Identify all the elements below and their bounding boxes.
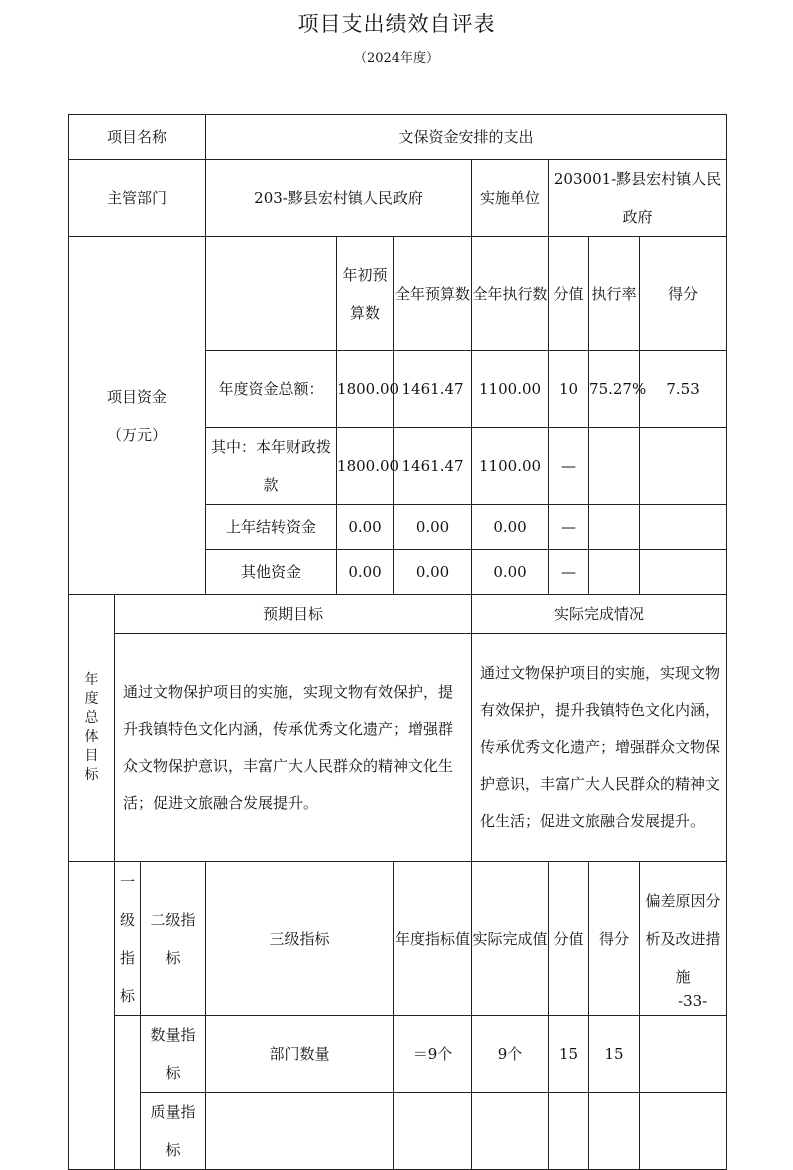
funds-full-year: 0.00: [394, 550, 472, 595]
page-number: -33-: [678, 992, 708, 1010]
funds-score-value: —: [549, 428, 589, 505]
funds-initial: 0.00: [337, 550, 394, 595]
ind-annual-value: [394, 1093, 472, 1170]
funds-exec-rate: [589, 505, 640, 550]
ind-deviation: [640, 1093, 727, 1170]
funds-full-year: 1461.47: [394, 428, 472, 505]
expected-goal-header: 预期目标: [115, 595, 472, 634]
ind-score-value: 15: [549, 1016, 589, 1093]
header-level2: 二级指标: [141, 862, 206, 1016]
header-actual-value: 实际完成值: [472, 862, 549, 1016]
ind-actual-value: [472, 1093, 549, 1170]
ind-level3: [206, 1093, 394, 1170]
ind-score: [589, 1093, 640, 1170]
funds-initial: 1800.00: [337, 351, 394, 428]
performance-indicators-label: [69, 862, 115, 1170]
document-subtitle: （2024年度）: [353, 51, 440, 66]
ind-level2: 数量指标: [141, 1016, 206, 1093]
funds-row-label: 其中：本年财政拨款: [206, 428, 337, 505]
header-ind-score: 得分: [589, 862, 640, 1016]
annual-goal-label: 年度总体目标: [69, 595, 115, 862]
funds-row-label: 其他资金: [206, 550, 337, 595]
ind-score: 15: [589, 1016, 640, 1093]
header-full-year-budget: 全年预算数: [394, 237, 472, 351]
funds-score-value: —: [549, 550, 589, 595]
dept-label: 主管部门: [69, 160, 206, 237]
header-ind-score-value: 分值: [549, 862, 589, 1016]
funds-header-blank: [206, 237, 337, 351]
impl-label: 实施单位: [472, 160, 549, 237]
header-level3: 三级指标: [206, 862, 394, 1016]
funds-executed: 0.00: [472, 550, 549, 595]
impl-value: 203001-黟县宏村镇人民政府: [549, 160, 727, 237]
header-score-value: 分值: [549, 237, 589, 351]
project-name: 文保资金安排的支出: [206, 115, 727, 160]
ind-deviation: [640, 1016, 727, 1093]
funds-exec-rate: 75.27%: [589, 351, 640, 428]
header-annual-value: 年度指标值: [394, 862, 472, 1016]
funds-executed: 1100.00: [472, 428, 549, 505]
funds-initial: 0.00: [337, 505, 394, 550]
ind-actual-value: 9个: [472, 1016, 549, 1093]
funds-score: [640, 428, 727, 505]
actual-completion-header: 实际完成情况: [472, 595, 727, 634]
funds-score-value: 10: [549, 351, 589, 428]
project-name-label: 项目名称: [69, 115, 206, 160]
ind-level3: 部门数量: [206, 1016, 394, 1093]
dept-value: 203-黟县宏村镇人民政府: [206, 160, 472, 237]
ind-annual-value: ＝9个: [394, 1016, 472, 1093]
funds-row-label: 上年结转资金: [206, 505, 337, 550]
ind-score-value: [549, 1093, 589, 1170]
header-exec-rate: 执行率: [589, 237, 640, 351]
funds-row-label: 年度资金总额：: [206, 351, 337, 428]
funds-label: 项目资金（万元）: [69, 237, 206, 595]
funds-score-value: —: [549, 505, 589, 550]
funds-executed: 0.00: [472, 505, 549, 550]
funds-exec-rate: [589, 550, 640, 595]
funds-score: [640, 505, 727, 550]
level1-cell: [115, 1016, 141, 1170]
header-deviation: 偏差原因分析及改进措施: [640, 862, 727, 1016]
ind-level2: 质量指标: [141, 1093, 206, 1170]
header-executed: 全年执行数: [472, 237, 549, 351]
header-score: 得分: [640, 237, 727, 351]
funds-initial: 1800.00: [337, 428, 394, 505]
funds-exec-rate: [589, 428, 640, 505]
funds-executed: 1100.00: [472, 351, 549, 428]
funds-score: 7.53: [640, 351, 727, 428]
funds-full-year: 0.00: [394, 505, 472, 550]
header-level1: 一级指标: [115, 862, 141, 1016]
funds-score: [640, 550, 727, 595]
actual-completion-text: 通过文物保护项目的实施，实现文物有效保护，提升我镇特色文化内涵，传承优秀文化遗产；增强群众文物保护意识，丰富广大人民群众的精神文化生活；促进文旅融合发展提升。: [472, 634, 727, 862]
funds-full-year: 1461.47: [394, 351, 472, 428]
header-initial-budget: 年初预算数: [337, 237, 394, 351]
self-evaluation-table: [68, 114, 727, 1170]
document-title: 项目支出绩效自评表: [297, 12, 496, 36]
expected-goal-text: 通过文物保护项目的实施，实现文物有效保护，提升我镇特色文化内涵，传承优秀文化遗产；增强群众文物保护意识，丰富广大人民群众的精神文化生活；促进文旅融合发展提升。: [115, 634, 472, 862]
